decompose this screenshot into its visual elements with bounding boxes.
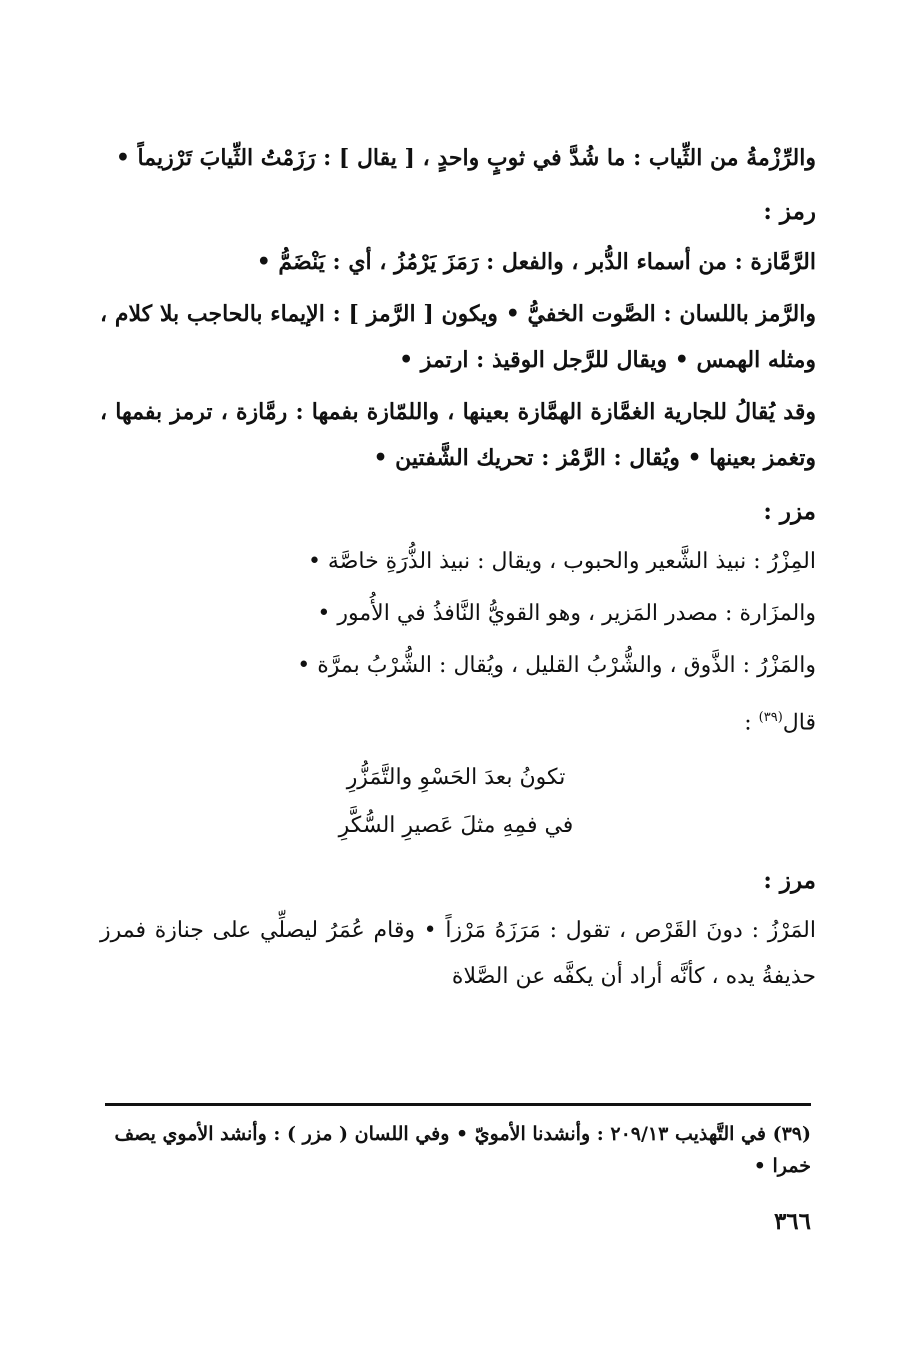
heading-marz: مرز : (763, 867, 816, 895)
page-number: ٣٦٦ (773, 1208, 811, 1235)
entry-mazara: والمزَارة : مصدر المَزير ، وهو القويُّ النَّافذُ في الأُمور • (317, 601, 816, 626)
verse-line-2: في فمِهِ مثلَ عَصيرِ السُّكَّرِ (338, 813, 574, 839)
verse-line-1: تكونُ بعدَ الحَسْوِ والتَّمَزُّرِ (346, 765, 566, 791)
heading-ramz: رمز : (763, 198, 816, 225)
footnote-ref: (٣٩) (758, 710, 783, 725)
entry-marz: المَرْزُ : دونَ القَرْص ، تقول : مَرَزَهُ مَرْزاً • وقام عُمَرُ ليصلِّي على جنازة فمرز حذيفةُ يده ، كأنَّه أراد أن يكفَّه عن الصَّلاة (100, 918, 816, 990)
qala-text: قال (782, 710, 816, 736)
entry-mizr: المِزْرُ : نبيذ الشَّعير والحبوب ، ويقال : نبيذ الذُّرَةِ خاصَّة • (307, 549, 816, 574)
entry-rizma: والرِّزْمةُ من الثِّياب : ما شُدَّ في ثوبٍ واحدٍ ، [ يقال ] : رَزَمْتُ الثِّيابَ تَرْزيماً • (115, 145, 816, 171)
page-body (100, 135, 816, 1006)
entry-ramz-jariya: وقد يُقالُ للجارية الغمَّازة الهمَّازة بعينها ، واللمّازة بفمها : رمَّازة ، ترمز بفمها ، وتغمز بعينها • ويُقال : الرَّمْز : تحريك الشَّفتين • (100, 399, 816, 471)
qala-colon: : (744, 710, 759, 736)
footnote: (٣٩) في التَّهذيب ٢٠٩/١٣ : وأنشدنا الأمويّ • وفي اللسان ( مزر ) : وأنشد الأموي يصف خمرا • (114, 1123, 811, 1177)
heading-mazr: مزر : (763, 498, 816, 525)
footnote-separator (105, 1103, 811, 1106)
qala-line (100, 695, 816, 746)
entry-ramz-lisan: والرَّمز باللسان : الصَّوت الخفيُّ • ويكون [ الرَّمز ] : الإيماء بالحاجب بلا كلام ، ومثله الهمس • ويقال للرَّجل الوقيذ : ارتمز • (100, 301, 816, 373)
entry-mazr: والمَزْرُ : الذَّوق ، والشُّرْبُ القليل ، ويُقال : الشُّرْبُ بمرَّة • (297, 653, 816, 678)
entry-rammaza: الرَّمَّازة : من أسماء الدُّبر ، والفعل : رَمَزَ يَرْمُزُ ، أي : يَنْضَمُّ • (256, 249, 816, 275)
verse (196, 754, 716, 850)
